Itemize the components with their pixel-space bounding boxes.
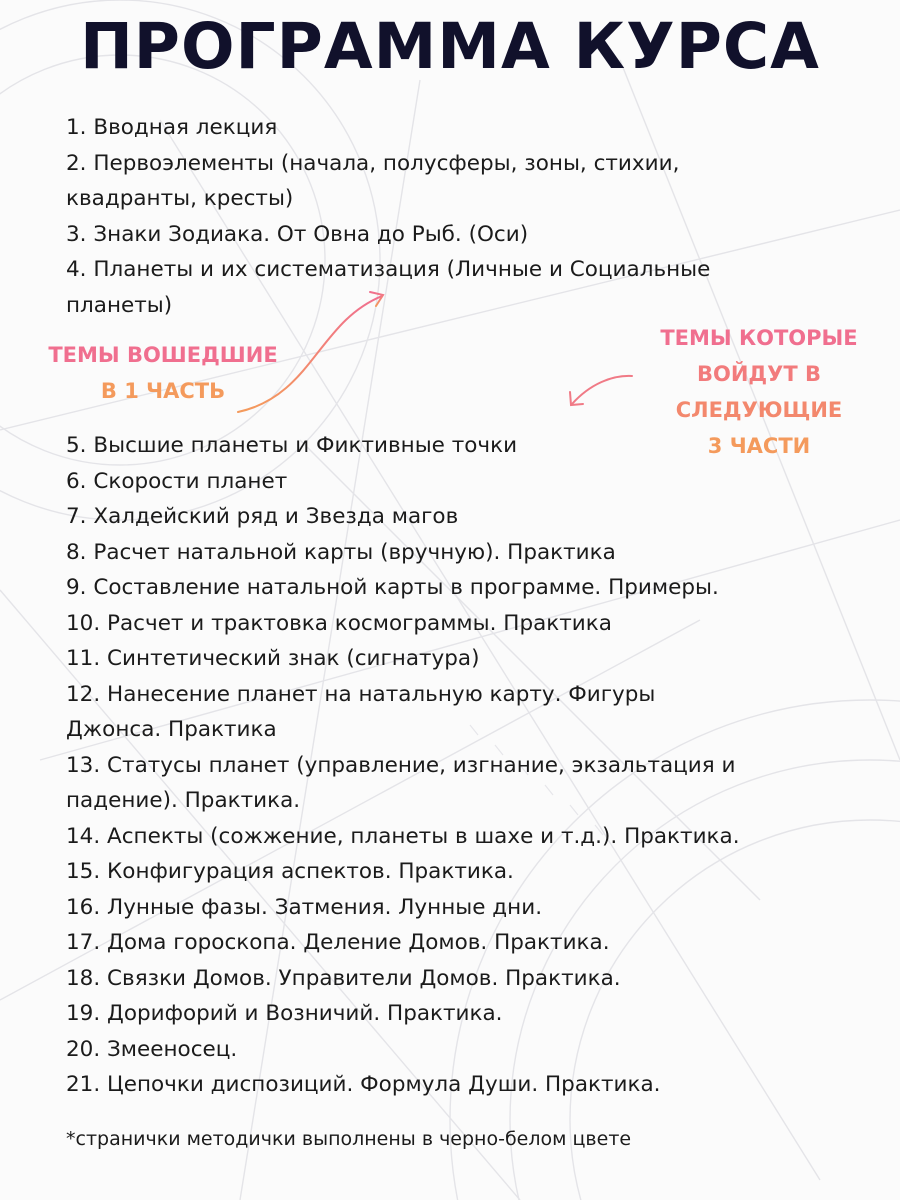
list-item: 11. Синтетический знак (сигнатура)	[66, 646, 480, 671]
list-item: 8. Расчет натальной карты (вручную). Практика	[66, 539, 616, 565]
page-title: ПРОГРАММА КУРСА	[80, 10, 820, 83]
list-item: 4. Планеты и их систематизация (Личные и Социальные	[66, 257, 711, 282]
course-topics-part-one	[66, 110, 866, 323]
footnote: *странички методички выполнены в черно-белом цвете	[66, 1128, 632, 1150]
list-item: 14. Аспекты (сожжение, планеты в шахе и т.д.). Практика.	[66, 823, 740, 849]
list-item: 21. Цепочки диспозиций. Формула Души. Практика.	[66, 1072, 661, 1097]
list-item: 3. Знаки Зодиака. От Овна до Рыб. (Оси)	[66, 221, 529, 247]
list-item: 19. Дорифорий и Возничий. Практика.	[66, 1001, 503, 1026]
list-item: квадранты, кресты)	[66, 186, 294, 211]
annotation-part-one	[22, 337, 304, 409]
list-item: 5. Высшие планеты и Фиктивные точки	[66, 433, 518, 458]
list-item: Джонса. Практика	[66, 717, 277, 742]
list-item: 15. Конфигурация аспектов. Практика.	[66, 859, 514, 884]
list-item: 13. Статусы планет (управление, изгнание, экзальтация и	[66, 752, 736, 778]
list-item: 10. Расчет и трактовка космограммы. Практика	[66, 610, 612, 636]
list-item: 12. Нанесение планет на натальную карту. Фигуры	[66, 681, 656, 707]
list-item: 16. Лунные фазы. Затмения. Лунные дни.	[66, 894, 543, 920]
list-item: 9. Составление натальной карты в программе. Примеры.	[66, 575, 719, 600]
course-topics-next-parts	[66, 428, 866, 1103]
annotation-line: 3 ЧАСТИ	[707, 434, 811, 458]
annotation-line: ВОЙДУТ В	[697, 362, 821, 386]
annotation-line: ТЕМЫ КОТОРЫЕ	[660, 326, 858, 350]
list-item: 20. Змееносец.	[66, 1036, 238, 1062]
list-item: 18. Связки Домов. Управители Домов. Практика.	[66, 965, 621, 991]
list-item: 2. Первоэлементы (начала, полусферы, зоны, стихии,	[66, 150, 680, 176]
list-item: планеты)	[66, 292, 173, 318]
list-item: падение). Практика.	[66, 788, 301, 813]
annotation-line: ТЕМЫ ВОШЕДШИЕ	[48, 343, 278, 367]
annotation-line: СЛЕДУЮЩИЕ	[675, 398, 843, 422]
list-item: 1. Вводная лекция	[66, 115, 278, 140]
annotation-line: В 1 ЧАСТЬ	[100, 379, 226, 403]
list-item: 7. Халдейский ряд и Звезда магов	[66, 504, 459, 529]
list-item: 6. Скорости планет	[66, 468, 288, 494]
list-item: 17. Дома гороскопа. Деление Домов. Практика.	[66, 930, 610, 955]
